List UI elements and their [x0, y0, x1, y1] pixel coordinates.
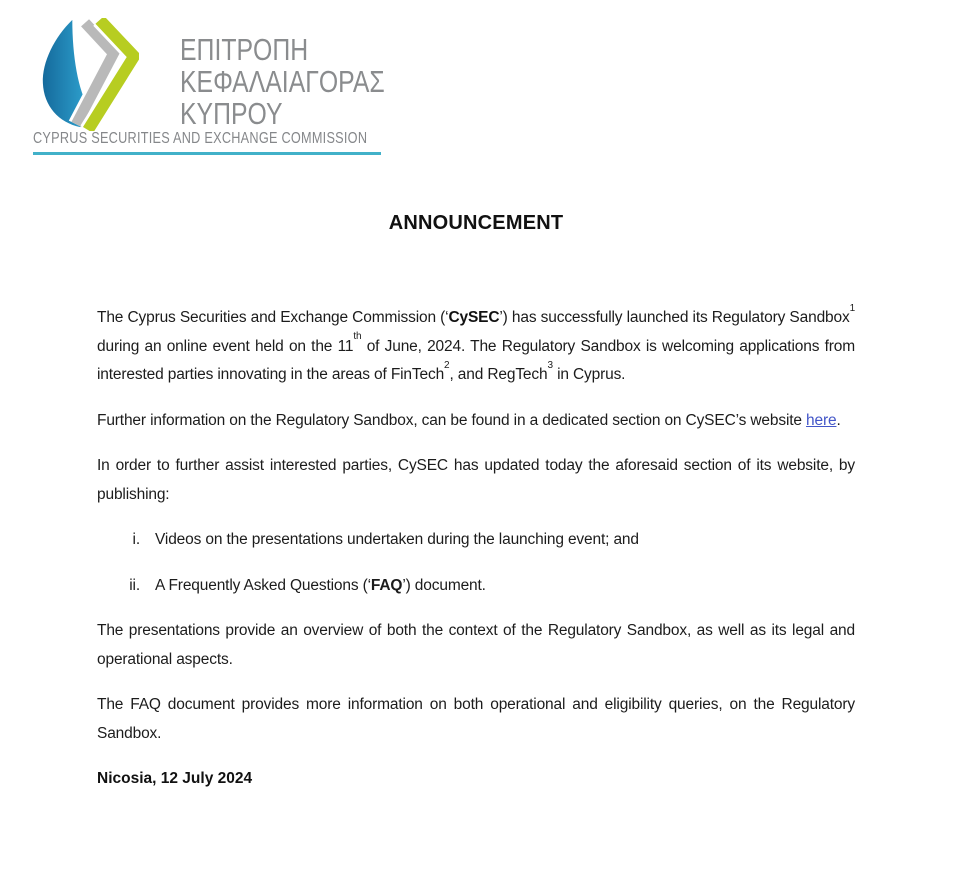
ordinal-suffix: th	[353, 331, 362, 343]
list-text-segment: A Frequently Asked Questions (‘	[155, 576, 371, 594]
paragraph-text: ’) has successfully launched its Regulatory Sandbox	[499, 309, 850, 326]
list-item-text	[155, 572, 486, 601]
list-item-videos	[97, 526, 855, 555]
paragraph-text: of June, 2024. The Regulatory Sandbox is welcoming applications from interested parties innovating in the areas of FinTech	[97, 337, 855, 383]
footnote-ref-2: 2	[444, 359, 450, 371]
announcement-document	[97, 0, 855, 794]
list-item-faq	[97, 572, 855, 601]
logo-caption: CYPRUS SECURITIES AND EXCHANGE COMMISSION	[33, 130, 368, 147]
logo-greek-line-2: ΚΕΦΑΛΑΙΑΓΟΡΑΣ	[180, 64, 385, 99]
list-marker-ii: ii.	[129, 576, 140, 594]
logo-greek-line-3: ΚΥΠΡΟΥ	[180, 96, 283, 131]
list-item-text: Videos on the presentations undertaken during the launching event; and	[155, 531, 639, 548]
paragraph-assist: In order to further assist interested parties, CySEC has updated today the aforesaid section of its website, by publishing:	[97, 457, 855, 503]
paragraph-text: during an online event held on the 11	[97, 337, 354, 355]
paragraph-faq-info: The FAQ document provides more information on both operational and eligibility queries, on the Regulatory Sandbox.	[97, 696, 855, 742]
announcement-title: ANNOUNCEMENT	[388, 212, 564, 234]
paragraph-text: Further information on the Regulatory Sandbox, can be found in a dedicated section on CySEC’s website	[97, 411, 807, 429]
here-link[interactable]: here	[806, 411, 837, 429]
footnote-ref-3: 3	[547, 359, 553, 371]
paragraph-launch	[97, 304, 855, 390]
list-text-segment: ’) document.	[402, 576, 486, 594]
paragraph-further-info	[97, 407, 855, 436]
paragraph-text: The Cyprus Securities and Exchange Commission (‘	[97, 309, 449, 326]
bold-faq-text: FAQ	[370, 576, 403, 594]
footnote-ref-1: 1	[849, 302, 855, 314]
paragraph-presentations: The presentations provide an overview of both the context of the Regulatory Sandbox, as well as its legal and operational aspects.	[97, 622, 855, 668]
dateline: Nicosia, 12 July 2024	[97, 770, 253, 787]
paragraph-text: in Cyprus.	[552, 366, 626, 383]
logo-greek-line-1: ΕΠΙΤΡΟΠΗ	[180, 32, 309, 67]
bold-cysec-text: CySEC	[448, 309, 500, 326]
list-marker-i: i.	[132, 531, 140, 548]
paragraph-text: .	[836, 411, 841, 429]
paragraph-text: , and RegTech	[449, 366, 548, 383]
